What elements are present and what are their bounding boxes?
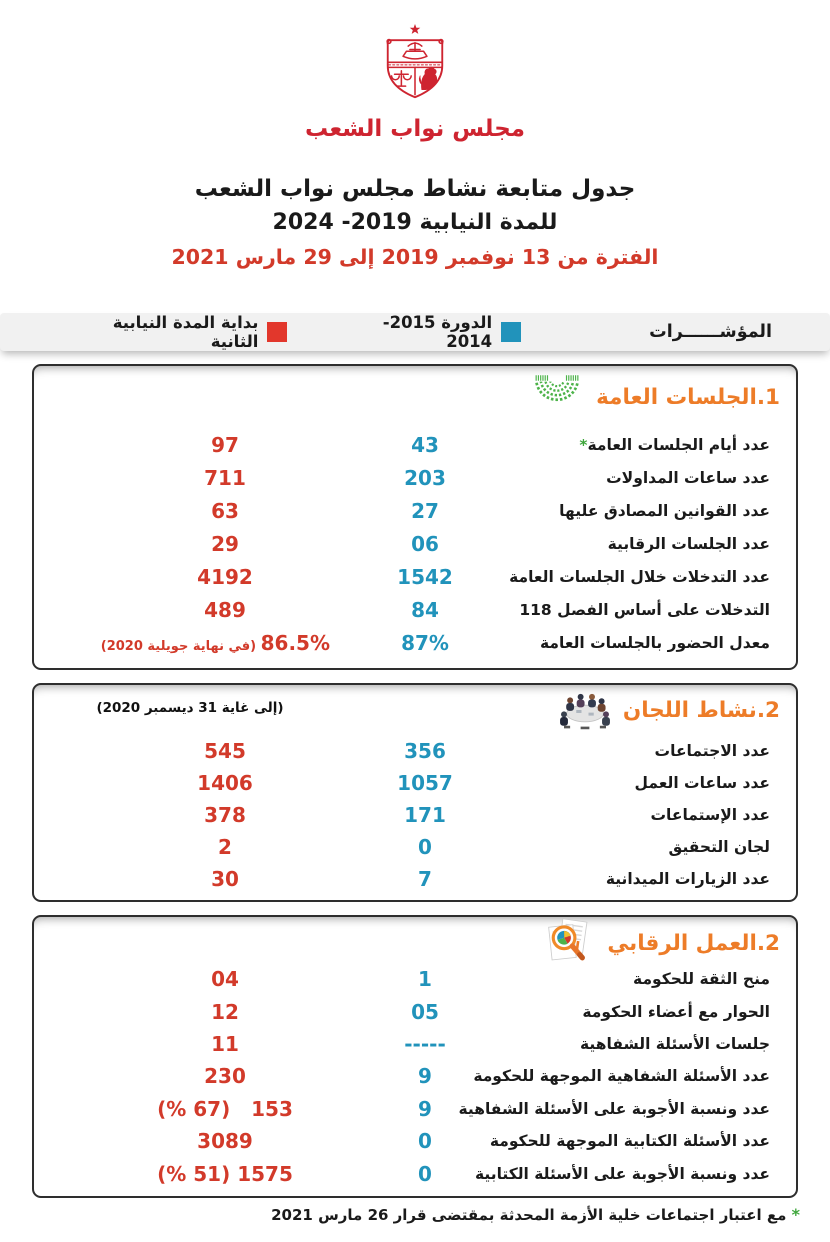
table-row: [34, 1157, 770, 1189]
rows-plenary: [34, 428, 796, 668]
value-session-2014-2015: 9: [418, 1064, 432, 1089]
footnote-text: مع اعتبار اجتماعات خلية الأزمة المحدثة بمقتضى قرار 26 مارس 2021: [271, 1205, 787, 1224]
value-session-2014-2015: 356: [404, 739, 446, 763]
value-session-2014-2015: 05: [411, 999, 439, 1024]
document-subtitle-period: الفترة من 13 نوفمبر 2019 إلى 29 مارس 2021: [171, 245, 659, 269]
indicator-label: عدد الزيارات الميدانية: [605, 870, 770, 888]
value-second-term: 230: [204, 1064, 246, 1089]
logo-caption: مجلس نواب الشعب: [304, 116, 526, 142]
value-second-term: 2: [218, 835, 232, 859]
table-row: [34, 560, 770, 593]
legend-item-session-2014-2015: [345, 313, 521, 351]
value-second-term: 3089: [197, 1129, 253, 1154]
value-session-2014-2015: 1057: [397, 771, 453, 795]
legend-bar: [0, 313, 830, 351]
value-second-term: 153 (67 %): [157, 1096, 293, 1121]
hemicycle-icon: [528, 375, 586, 419]
value-second-term: 04: [211, 967, 239, 992]
value-session-2014-2015: 84: [411, 597, 439, 622]
value-session-2014-2015: 87%: [401, 630, 449, 655]
value-second-term: 1575 (51 %): [157, 1161, 293, 1186]
section-header: [34, 366, 796, 428]
ship-icon: [403, 51, 427, 59]
document-title: جدول متابعة نشاط مجلس نواب الشعب: [194, 176, 636, 202]
value-session-2014-2015: 06: [411, 531, 439, 556]
table-row: [34, 593, 770, 626]
value-second-term: 378: [204, 803, 246, 827]
table-row: [34, 799, 770, 831]
value-session-2014-2015: 43: [411, 432, 439, 457]
indicator-label: عدد الجلسات الرقابية: [607, 534, 770, 553]
value-second-term: 1406: [197, 771, 253, 795]
indicator-label: عدد أيام الجلسات العامة*: [579, 435, 770, 454]
parliament-coat-of-arms-logo: [367, 18, 463, 110]
oversight-magnifier-icon: [545, 918, 597, 968]
value-session-2014-2015: 9: [418, 1096, 432, 1121]
indicator-label: عدد الإستماعات: [650, 806, 770, 824]
committee-meeting-icon: [557, 687, 613, 733]
table-row: [34, 527, 770, 560]
table-row: [34, 963, 770, 995]
value-session-2014-2015: 0: [418, 1129, 432, 1154]
indicator-label: عدد الاجتماعات: [654, 742, 770, 760]
value-session-2014-2015: -----: [404, 1031, 446, 1056]
value-second-term: 489: [204, 597, 246, 622]
table-row: [34, 863, 770, 895]
indicator-label: عدد التدخلات خلال الجلسات العامة: [509, 567, 770, 586]
section-title: 1.الجلسات العامة: [596, 384, 780, 410]
legend-item-second-term: [70, 313, 287, 351]
value-session-2014-2015: 203: [404, 465, 446, 490]
legend-swatch-red-icon: [267, 322, 287, 342]
indicator-label: الحوار مع أعضاء الحكومة: [582, 1002, 770, 1021]
value-second-term: 12: [211, 999, 239, 1024]
table-row: [34, 1125, 770, 1157]
table-row: [34, 461, 770, 494]
section-oversight-work: [32, 915, 798, 1198]
indicators-column-header: المؤشــــــرات: [649, 322, 772, 342]
value-second-term: 63: [211, 498, 239, 523]
legend-second-term-label: بداية المدة النيابية الثانية: [112, 313, 259, 351]
value-second-term: 4192: [197, 564, 253, 589]
table-row: [34, 767, 770, 799]
indicator-label: لجان التحقيق: [668, 838, 770, 856]
table-row: [34, 735, 770, 767]
crescent-icon: [404, 32, 426, 43]
indicator-label: عدد ونسبة الأجوبة على الأسئلة الشفاهية: [458, 1099, 770, 1118]
footnote: [0, 1205, 800, 1224]
value-session-2014-2015: 27: [411, 498, 439, 523]
value-second-term: 711: [204, 465, 246, 490]
indicator-label: عدد ساعات العمل: [634, 774, 770, 792]
section-title: 2.العمل الرقابي: [607, 930, 780, 956]
table-row: [34, 494, 770, 527]
table-row: [34, 831, 770, 863]
value-second-term: 11: [211, 1031, 239, 1056]
table-row: [34, 1060, 770, 1092]
indicator-label: عدد الأسئلة الكتابية الموجهة للحكومة: [489, 1132, 770, 1151]
asterisk-marker-icon: *: [579, 435, 588, 454]
rows-committees: [34, 735, 796, 900]
section-committee-activity: [32, 683, 798, 902]
value-second-term: 86.5% (في نهاية جويلية 2020): [100, 630, 330, 655]
section-plenary-sessions: [32, 364, 798, 670]
indicator-label: التدخلات على أساس الفصل 118: [519, 600, 770, 619]
indicator-label: عدد ونسبة الأجوبة على الأسئلة الكتابية: [475, 1164, 770, 1183]
table-row: [34, 626, 770, 659]
indicator-label: عدد القوانين المصادق عليها: [559, 501, 770, 520]
value-second-term: 97: [211, 432, 239, 457]
indicator-label: عدد ساعات المداولات: [606, 468, 770, 487]
section-header: [34, 917, 796, 963]
value-session-2014-2015: 0: [418, 1161, 432, 1186]
star-icon: [410, 24, 421, 34]
value-session-2014-2015: 1542: [397, 564, 453, 589]
value-note: (في نهاية جويلية 2020): [100, 638, 261, 654]
value-session-2014-2015: 1: [418, 967, 432, 992]
value-session-2014-2015: 171: [404, 803, 446, 827]
legend-swatch-blue-icon: [501, 322, 521, 342]
legend-session-label: الدورة 2015-2014: [382, 313, 493, 351]
indicator-label: جلسات الأسئلة الشفاهية: [580, 1034, 770, 1053]
value-session-2014-2015: 0: [418, 835, 432, 859]
value-second-term: 30: [211, 867, 239, 891]
indicator-label: عدد الأسئلة الشفاهية الموجهة للحكومة: [473, 1067, 770, 1086]
indicator-label: منح الثقة للحكومة: [633, 970, 770, 989]
masthead: [0, 0, 830, 269]
pie-chart-icon: [558, 931, 572, 945]
indicator-label: معدل الحضور بالجلسات العامة: [540, 633, 770, 652]
table-row: [34, 1028, 770, 1060]
section-note: (إلى غاية 31 ديسمبر 2020): [96, 700, 284, 716]
document-subtitle-term: للمدة النيابية 2019- 2024: [272, 210, 558, 235]
value-second-term: 29: [211, 531, 239, 556]
value-second-term: 545: [204, 739, 246, 763]
table-row: [34, 428, 770, 461]
rows-oversight: [34, 963, 796, 1196]
table-row: [34, 995, 770, 1027]
footnote-marker-icon: *: [791, 1204, 800, 1224]
value-session-2014-2015: 7: [418, 867, 432, 891]
section-title: 2.نشاط اللجان: [622, 697, 780, 723]
table-row: [34, 1093, 770, 1125]
